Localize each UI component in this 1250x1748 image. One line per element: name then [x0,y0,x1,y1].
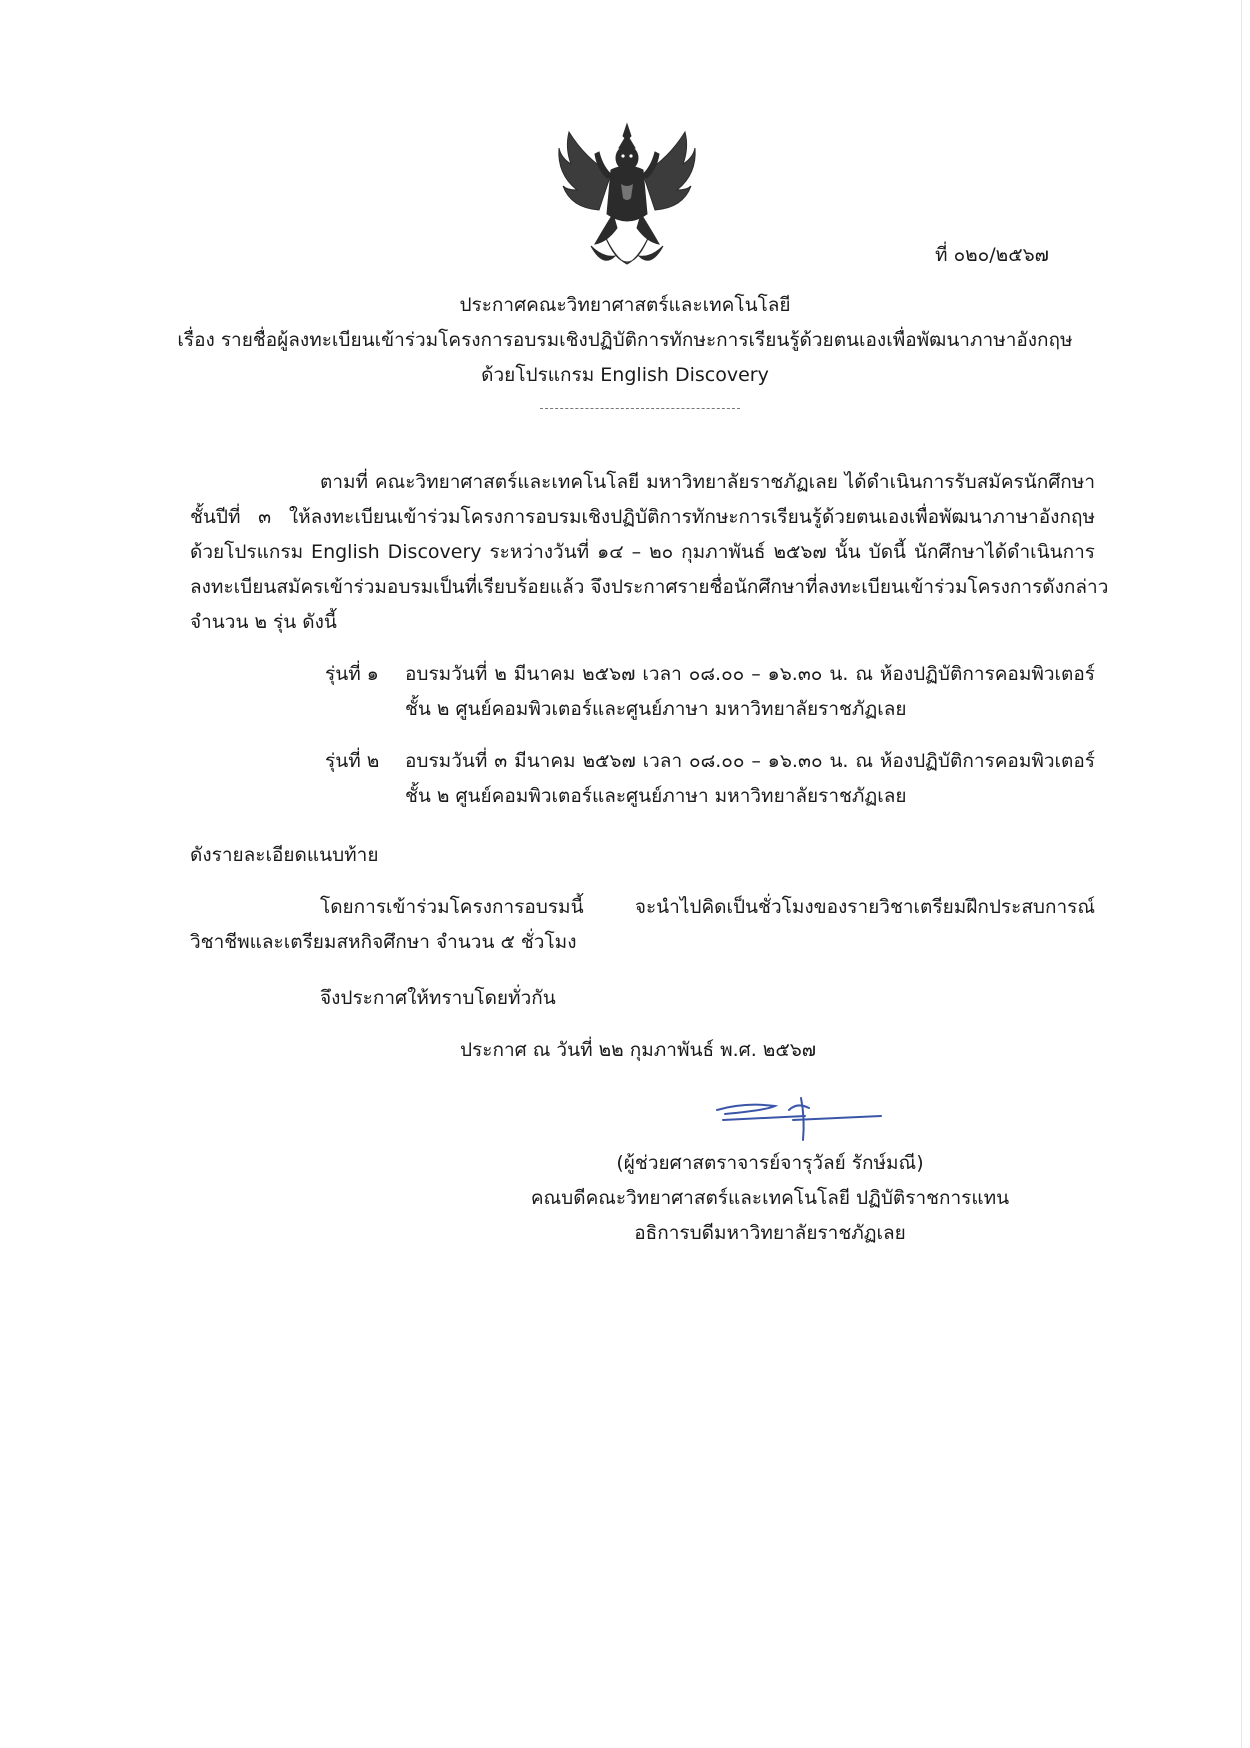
handwritten-signature [705,1088,885,1143]
session-2-label: รุ่นที่ ๒ [325,750,380,772]
session-1-label: รุ่นที่ ๑ [325,663,379,685]
para1-line-4: ลงทะเบียนสมัครเข้าร่วมอบรมเป็นที่เรียบร้อยแล้ว จึงประกาศรายชื่อนักศึกษาที่ลงทะเบียนเข้าร่วมโครงการดังกล่าว [190,576,1109,598]
para1-line-2: ชั้นปีที่ ๓ ให้ลงทะเบียนเข้าร่วมโครงการอบรมเชิงปฏิบัติการทักษะการเรียนรู้ด้วยตนเองเพื่อพัฒนาภาษาอังกฤษ [190,506,1095,528]
session-1-line-2: ชั้น ๒ ศูนย์คอมพิวเตอร์และศูนย์ภาษา มหาวิทยาลัยราชภัฏเลย [405,698,907,720]
subject-line-2: ด้วยโปรแกรม English Discovery [481,364,769,386]
session-2-line-2: ชั้น ๒ ศูนย์คอมพิวเตอร์และศูนย์ภาษา มหาวิทยาลัยราชภัฏเลย [405,785,907,807]
session-2-line-1: อบรมวันที่ ๓ มีนาคม ๒๕๖๗ เวลา ๐๘.๐๐ – ๑๖.๓๐ น. ณ ห้องปฏิบัติการคอมพิวเตอร์ [405,750,1095,772]
signatory-name: (ผู้ช่วยศาสตราจารย์จารุวัลย์ รักษ์มณี) [616,1152,924,1174]
details-note: ดังรายละเอียดแนบท้าย [190,844,379,866]
announcement-heading: ประกาศคณะวิทยาศาสตร์และเทคโนโลยี [459,294,791,316]
para2-line-1: โดยการเข้าร่วมโครงการอบรมนี้ จะนำไปคิดเป็นชั่วโมงของรายวิชาเตรียมฝึกประสบการณ์ [320,896,1095,918]
garuda-emblem-icon [555,118,700,288]
para1-line-5: จำนวน ๒ รุ่น ดังนี้ [190,611,337,633]
para1-line-3: ด้วยโปรแกรม English Discovery ระหว่างวันที่ ๑๔ – ๒๐ กุมภาพันธ์ ๒๕๖๗ นั้น บัดนี้ นักศึกษาได้ดำเนินการ [190,541,1095,563]
session-1-line-1: อบรมวันที่ ๒ มีนาคม ๒๕๖๗ เวลา ๐๘.๐๐ – ๑๖.๓๐ น. ณ ห้องปฏิบัติการคอมพิวเตอร์ [405,663,1095,685]
signatory-title-1: คณบดีคณะวิทยาศาสตร์และเทคโนโลยี ปฏิบัติราชการแทน [530,1187,1010,1209]
page-edge-divider [1241,0,1242,1748]
para1-line-1: ตามที่ คณะวิทยาศาสตร์และเทคโนโลยี มหาวิทยาลัยราชภัฏเลย ได้ดำเนินการรับสมัครนักศึกษา [320,471,1095,493]
subject-line-1: เรื่อง รายชื่อผู้ลงทะเบียนเข้าร่วมโครงการอบรมเชิงปฏิบัติการทักษะการเรียนรู้ด้วยตนเองเพื่อพัฒนาภาษาอังกฤษ [177,329,1073,351]
signatory-title-2: อธิการบดีมหาวิทยาลัยราชภัฏเลย [634,1222,906,1244]
closing-statement: จึงประกาศให้ทราบโดยทั่วกัน [320,987,556,1009]
heading-divider [540,408,740,409]
announcement-date: ประกาศ ณ วันที่ ๒๒ กุมภาพันธ์ พ.ศ. ๒๕๖๗ [460,1039,817,1061]
para2-line-2: วิชาชีพและเตรียมสหกิจศึกษา จำนวน ๕ ชั่วโมง [190,931,577,953]
document-number: ที่ ๐๒๐/๒๕๖๗ [935,244,1049,266]
